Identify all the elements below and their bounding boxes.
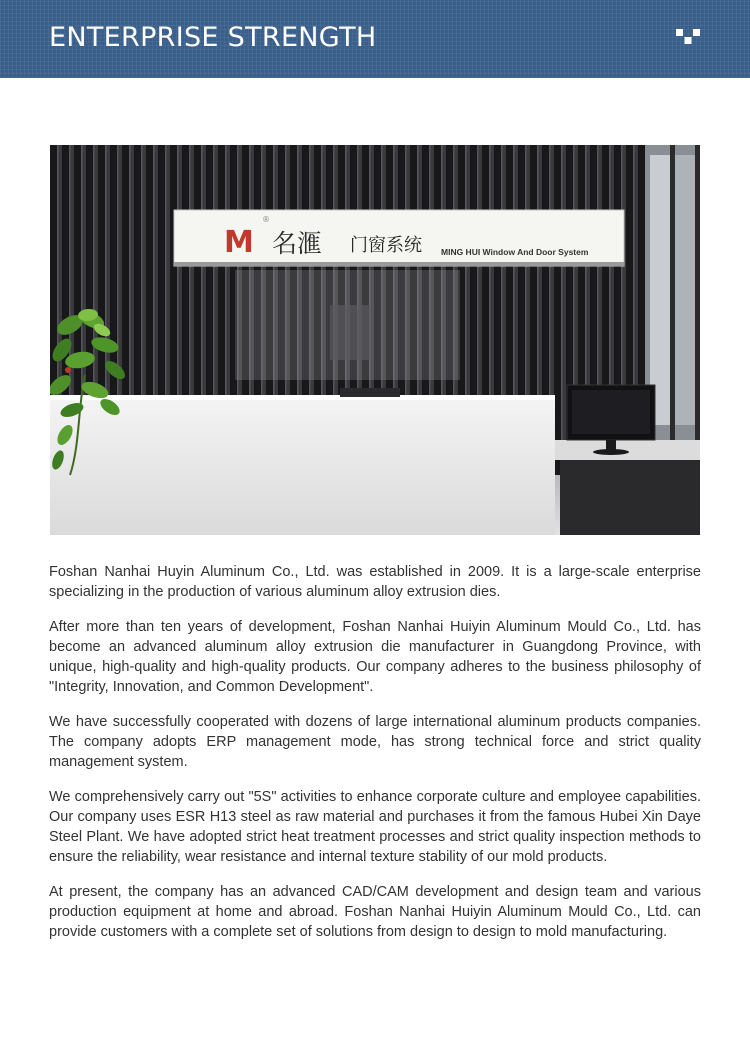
- paragraph-2: After more than ten years of development, Foshan Nanhai Huiyin Aluminum Mould Co., Ltd. has become an advanced aluminum alloy extrusion die manufacturer in Guangdong Province, with unique, high-quality and high-quality products. Our company adheres to the business philosophy of "Integrity, Innovation, and Common Development".: [49, 619, 701, 695]
- reception-photo: [50, 145, 700, 535]
- sign-english-text: MING HUI Window And Door System: [441, 247, 589, 257]
- paragraph-4: We comprehensively carry out "5S" activities to enhance corporate culture and employee capabilities. Our company uses ESR H13 steel as raw material and purchases it from the famous Hubei Xin Daye Steel Plant. We have adopted strict heat treatment processes and strict quality inspection methods to ensure the reliability, wear resistance and internal texture stability of our mold products.: [49, 789, 701, 865]
- reception-photo-illustration: [50, 145, 700, 535]
- article-body: [49, 562, 701, 957]
- sign-registered-mark: ®: [262, 215, 270, 224]
- paragraph-3: We have successfully cooperated with dozens of large international aluminum products companies. The company adopts ERP management mode, has strong technical force and strict quality management system.: [49, 714, 701, 770]
- sign-brand: 名滙: [272, 229, 323, 258]
- page-header: [0, 0, 750, 78]
- paragraph-1: Foshan Nanhai Huyin Aluminum Co., Ltd. was established in 2009. It is a large-scale enterprise specializing in the production of various aluminum alloy extrusion dies.: [49, 564, 701, 600]
- sign-chinese-text: 门窗系统: [350, 235, 422, 256]
- chevron-down-icon[interactable]: [676, 29, 700, 45]
- paragraph-5: At present, the company has an advanced CAD/CAM development and design team and various production equipment at home and abroad. Foshan Nanhai Huiyin Aluminum Mould Co., Ltd. can provide customers with a complete set of solutions from design to design to mold manufacturing.: [49, 884, 701, 940]
- page-title: ENTERPRISE STRENGTH: [49, 22, 377, 53]
- sign-logo: M: [224, 225, 254, 260]
